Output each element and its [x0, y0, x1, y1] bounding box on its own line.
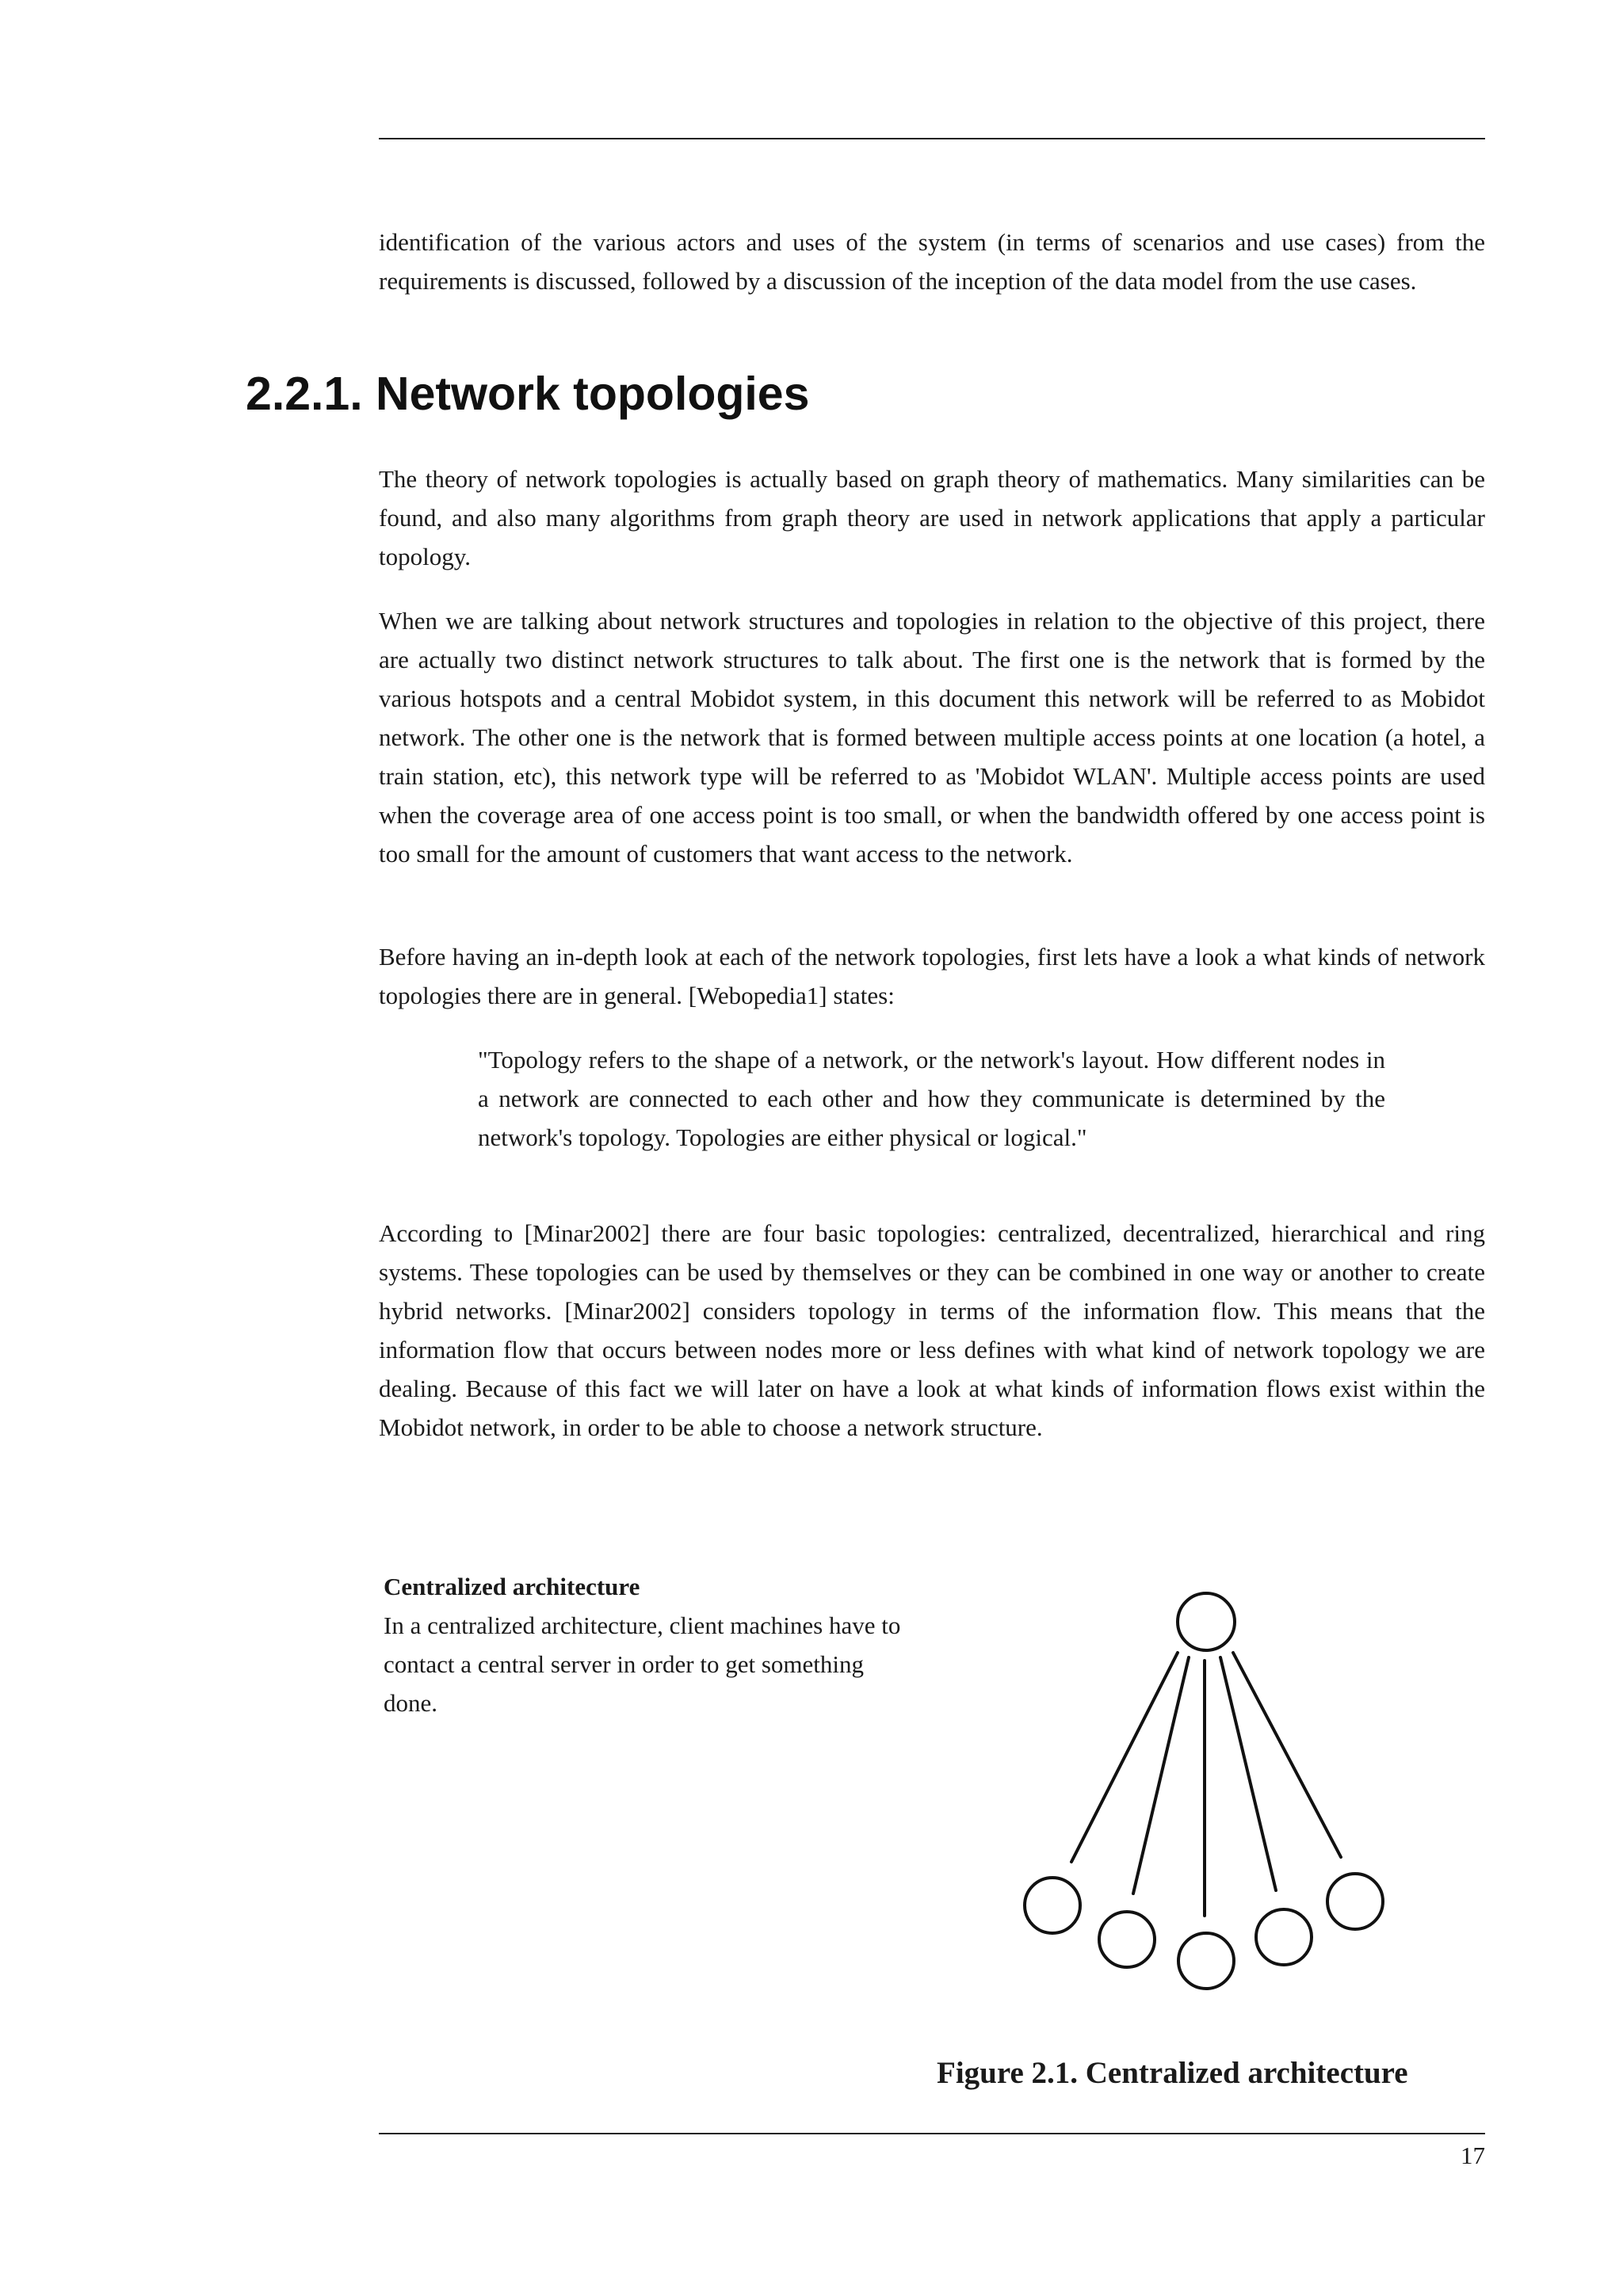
section-heading: 2.2.1. Network topologies — [246, 368, 810, 420]
side-description: In a centralized architecture, client machines have to contact a central server in order to get something done. — [384, 1611, 901, 1717]
paragraph-network-structures: When we are talking about network structures and topologies in relation to the objective of this project, there are actually two distinct network structures to talk about. The first one is the network that is formed by the various hotspots and a central Mobidot system, in this document this network will be referred to as Mobidot network. The other one is the network that is formed between multiple access points at one location (a hotel, a train station, etc), this network type will be referred to as 'Mobidot WLAN'. Multiple access points are used when the coverage area of one access point is too small, or when the bandwidth offered by one access point is too small for the amount of customers that want access to the network. — [379, 607, 1485, 868]
central-server-node — [1178, 1593, 1235, 1650]
paragraph-graph-theory: The theory of network topologies is actually based on graph theory of mathematics. Many similarities can be found, and also many algorithms from graph theory are used in network applications that apply a particular topology. — [379, 465, 1485, 570]
client-node-3 — [1178, 1933, 1234, 1989]
client-node-2 — [1099, 1912, 1155, 1967]
intro-paragraph: identification of the various actors and uses of the system (in terms of scenarios and use cases) from the requirements is discussed, followed by a discussion of the inception of the data model from the use cases. — [379, 228, 1485, 295]
centralized-architecture-diagram — [999, 1577, 1411, 2020]
edge-1 — [1071, 1653, 1178, 1862]
page-number: 17 — [1461, 2142, 1485, 2169]
client-node-5 — [1327, 1874, 1383, 1929]
client-node-1 — [1025, 1878, 1080, 1933]
client-node-4 — [1256, 1909, 1312, 1965]
header-rule — [379, 138, 1485, 139]
edge-5 — [1233, 1653, 1341, 1857]
figure-caption: Figure 2.1. Centralized architecture — [937, 2056, 1408, 2090]
paragraph-topology-kinds: Before having an in-depth look at each of the network topologies, first lets have a look a what kinds of network topologies there are in general. [Webopedia1] states: — [379, 943, 1485, 1009]
edge-2 — [1133, 1657, 1189, 1894]
side-title: Centralized architecture — [384, 1573, 640, 1600]
footer-rule — [379, 2133, 1485, 2134]
edge-4 — [1220, 1657, 1276, 1890]
paragraph-basic-topologies: According to [Minar2002] there are four basic topologies: centralized, decentralized, hierarchical and ring systems. These topologies can be used by themselves or they can be combined in one way or another to create hybrid networks. [Minar2002] considers topology in terms of the information flow. This means that the information flow that occurs between nodes more or less defines with what kind of network topology we are dealing. Because of this fact we will later on have a look at what kinds of information flows exist within the Mobidot network, in order to be able to choose a network structure. — [379, 1219, 1485, 1441]
block-quote: "Topology refers to the shape of a network, or the network's layout. How different nodes in a network are connected to each other and how they communicate is determined by the network's topology. Topologies are either physical or logical." — [478, 1046, 1385, 1151]
